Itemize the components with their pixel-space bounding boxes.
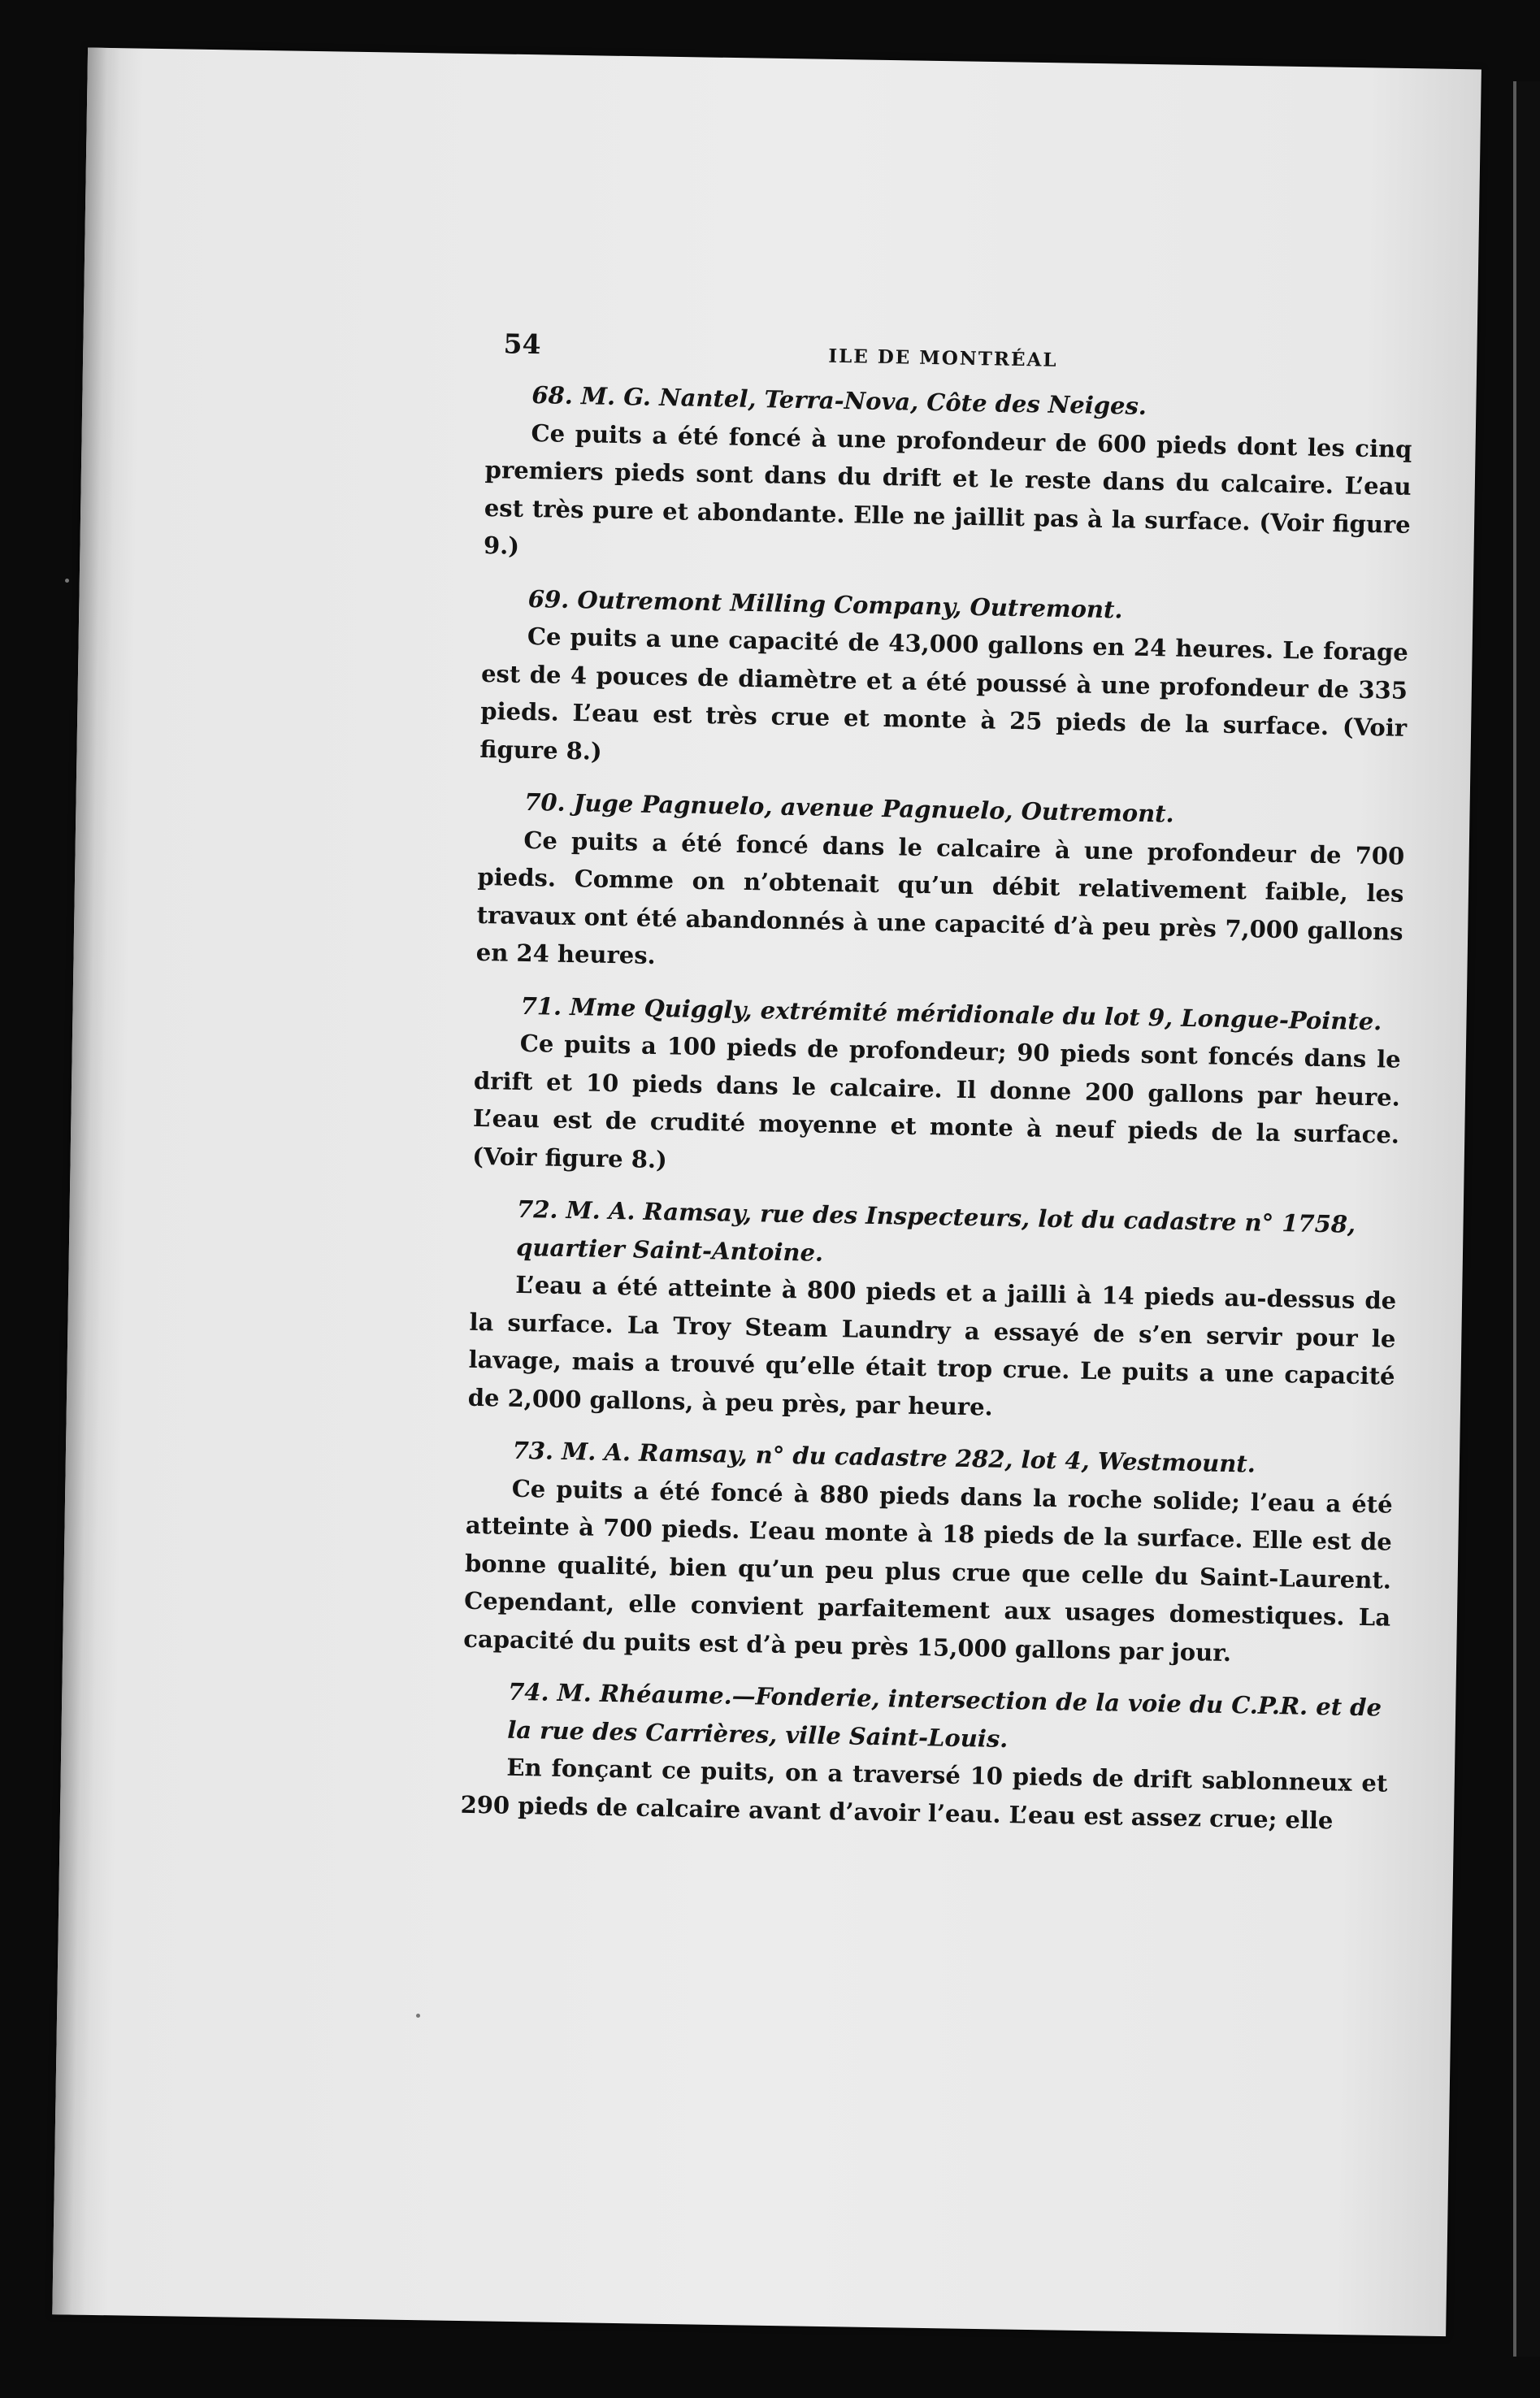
page-content bbox=[460, 325, 1414, 1855]
well-entry-74 bbox=[460, 1672, 1389, 1841]
scan-speck bbox=[416, 2014, 420, 2018]
entry-title: 74. M. Rhéaume.—Fonderie, intersection de la voie du C.P.R. et de la rue des Carrières, ville Saint-Louis. bbox=[507, 1677, 1382, 1753]
well-entry-68 bbox=[484, 375, 1413, 581]
entry-title: 71. Mme Quiggly, extrémité méridionale du lot 9, Longue-Pointe. bbox=[520, 991, 1382, 1035]
entry-title: 69. Outremont Milling Company, Outremont. bbox=[527, 584, 1123, 623]
running-head: ILE DE MONTRÉAL bbox=[828, 345, 1058, 371]
well-entry-70 bbox=[475, 783, 1405, 988]
entry-title: 73. M. A. Ramsay, n° du cadastre 282, lot 4, Westmount. bbox=[512, 1436, 1256, 1478]
entry-body: Ce puits a été foncé à 880 pieds dans la roche solide; l’eau a été atteinte à 700 pieds. L’eau monte à 18 pieds de la surface. Elle est de bonne qualité, bien qu’un peu plus crue que celle du Saint-Laurent. Cependant, elle convient parfaitement aux usages domestiques. La capacité du puits est d’à peu près 15,000 gallons par jour. bbox=[463, 1474, 1393, 1667]
well-entry-73 bbox=[463, 1431, 1394, 1675]
well-entry-69 bbox=[479, 579, 1409, 784]
entry-body: Ce puits a 100 pieds de profondeur; 90 pieds sont foncés dans le drift et 10 pieds dans le calcaire. Il donne 200 gallons par heure. L’eau est de crudité moyenne et monte à neuf pieds de la surface. (Voir figure 8.) bbox=[471, 1029, 1401, 1173]
well-entry-72 bbox=[467, 1190, 1398, 1433]
entry-body: Ce puits a été foncé à une profondeur de 600 pieds dont les cinq premiers pieds sont dans du drift et le reste dans du calcaire. L’eau est très pure et abondante. Elle ne jaillit pas à la surface. (Voir figure 9.) bbox=[483, 418, 1412, 560]
page-edge-shadow bbox=[52, 48, 120, 2315]
scan-speck bbox=[65, 579, 69, 583]
well-entry-71 bbox=[472, 986, 1402, 1191]
entry-title: 70. Juge Pagnuelo, avenue Pagnuelo, Outremont. bbox=[523, 787, 1175, 828]
entry-body: L’eau a été atteinte à 800 pieds et a jailli à 14 pieds au-dessus de la surface. La Troy Steam Laundry a essayé de s’en servir pour le lavage, mais a trouvé qu’elle était trop crue. Le puits a une capacité de 2,000 gallons, à peu près, par heure. bbox=[467, 1270, 1397, 1421]
entry-body: Ce puits a été foncé dans le calcaire à une profondeur de 700 pieds. Comme on n’obtenait qu’un débit relativement faible, les travaux ont été abandonnés à une capacité d’à peu près 7,000 gallons en 24 heures. bbox=[475, 826, 1405, 969]
entry-body: En fonçant ce puits, on a traversé 10 pieds de drift sablonneux et 290 pieds de calcaire avant d’avoir l’eau. L’eau est assez crue; elle bbox=[460, 1753, 1388, 1834]
entry-title: 68. M. G. Nantel, Terra-Nova, Côte des Neiges. bbox=[531, 381, 1147, 420]
entry-title: 72. M. A. Ramsay, rue des Inspecteurs, lot du cadastre n° 1758, quartier Saint-Antoine. bbox=[515, 1195, 1356, 1267]
page-number: 54 bbox=[503, 327, 541, 361]
entry-body: Ce puits a une capacité de 43,000 gallons en 24 heures. Le forage est de 4 pouces de diamètre et a été poussé à une profondeur de 335 pieds. L’eau est très crue et monte à 25 pieds de la surface. (Voir figure 8.) bbox=[479, 622, 1409, 765]
facing-page-edge bbox=[1513, 81, 1540, 2357]
